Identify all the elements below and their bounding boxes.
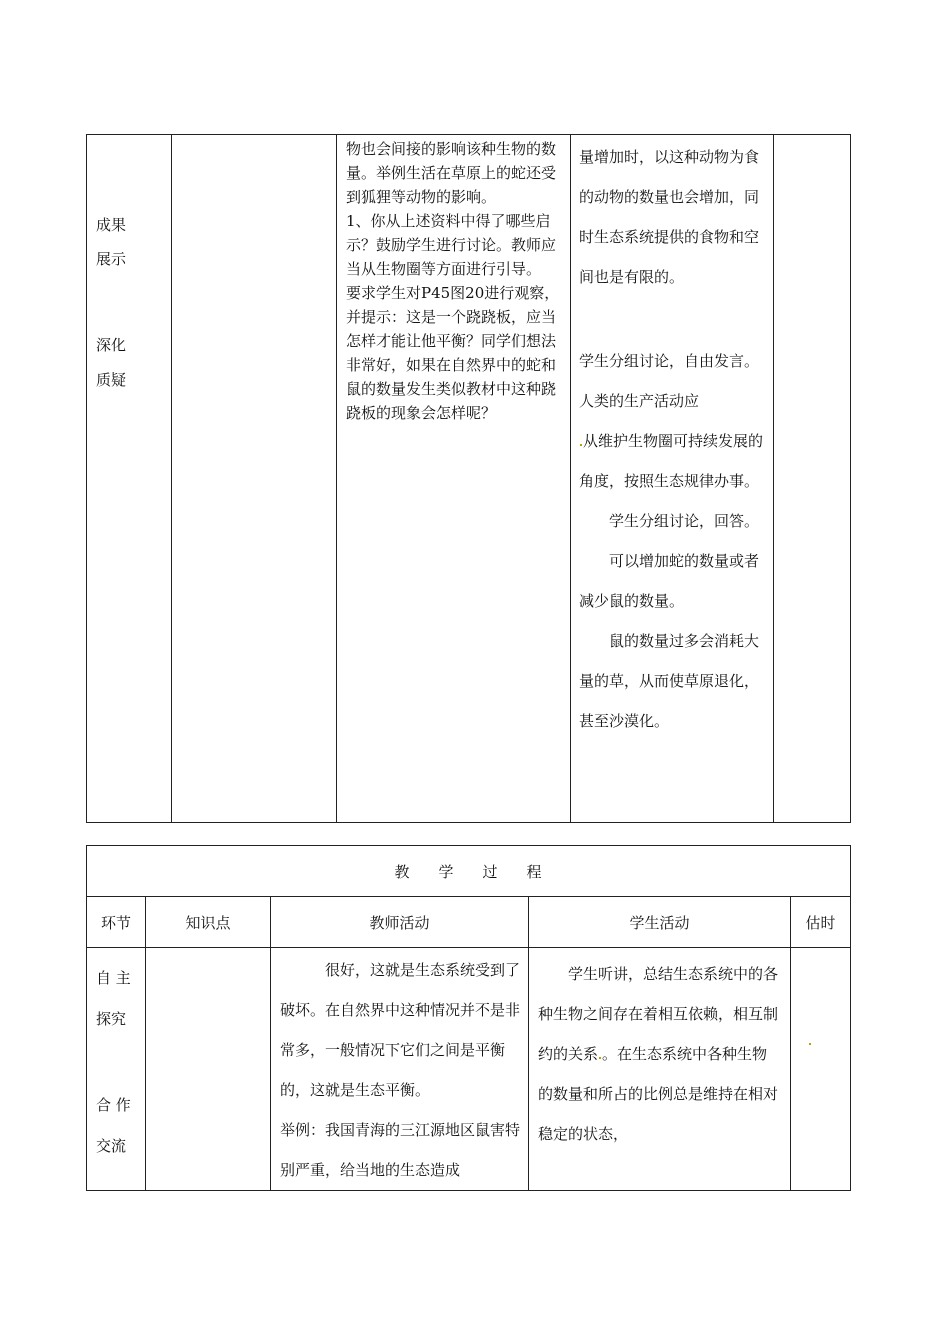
stage-cell (87, 948, 146, 1191)
table-row (87, 948, 851, 1191)
dot-mark (599, 1057, 601, 1059)
title-char: 教 (394, 862, 411, 881)
stage-label: 自 主 (96, 969, 131, 987)
stage-label: 探究 (96, 1010, 127, 1028)
student-paragraph (538, 954, 782, 1154)
lesson-table (86, 845, 851, 1191)
table-title-row (87, 846, 851, 897)
knowledge-cell (172, 135, 337, 823)
table-row (87, 135, 851, 823)
stage-label: 合 作 (96, 1096, 131, 1114)
stage-label: 质疑 (96, 371, 127, 389)
header-teacher: 教师活动 (271, 897, 529, 948)
stage-label: 展示 (96, 250, 127, 268)
header-stage: 环节 (87, 897, 146, 948)
header-student: 学生活动 (529, 897, 791, 948)
teacher-paragraph: 物也会间接的影响该种生物的数量。举例生活在草原上的蛇还受到狐狸等动物的影响。 (346, 140, 557, 206)
dot-mark (580, 444, 582, 446)
knowledge-cell (146, 948, 271, 1191)
table-title (87, 846, 851, 897)
student-text: 。在生态系统中各种生物的数量和所占的比例总是维持在相对稳定的状态， (538, 1045, 779, 1143)
student-paragraph (579, 341, 769, 501)
teacher-paragraph: 很好，这就是生态系统受到了破坏。在自然界中这种情况并不是非常多，一般情况下它们之间是平衡的，这就是生态平衡。 (280, 961, 521, 1099)
time-cell (774, 135, 851, 823)
teacher-paragraph: 要求学生对P45图20进行观察，并提示：这是一个跷跷板，应当怎样才能让他平衡？同学们想法非常好，如果在自然界中的蛇和鼠的数量发生类似教材中这种跷跷板的现象会怎样呢？ (346, 284, 560, 422)
student-text: 学生听讲，总结生态系统中的各种生物之间存在着相互依赖，相互制约的关系 (538, 965, 779, 1063)
header-time: 估时 (791, 897, 851, 948)
teacher-activity-cell (337, 135, 571, 823)
student-text: 学生分组讨论，自由发言。人类的生产活动应 (579, 352, 760, 410)
student-paragraph: 学生分组讨论，回答。 (609, 512, 760, 530)
teacher-paragraph: 举例：我国青海的三江源地区鼠害特别严重，给当地的生态造成 (280, 1121, 521, 1179)
time-cell (791, 948, 851, 1191)
student-activity-cell (571, 135, 774, 823)
stage-cell (87, 135, 172, 823)
stage-label: 成果 (96, 216, 127, 234)
teacher-paragraph: 1、你从上述资料中得了哪些启示？鼓励学生进行讨论。教师应当从生物圈等方面进行引导。 (346, 212, 557, 278)
title-char: 学 (438, 862, 455, 881)
student-activity-cell (529, 948, 791, 1191)
dot-mark (809, 1043, 811, 1045)
teacher-activity-cell (271, 948, 529, 1191)
title-char: 过 (482, 862, 499, 881)
lesson-table-continued (86, 134, 851, 823)
student-text: 从维护生物圈可持续发展的角度，按照生态规律办事。 (579, 432, 764, 490)
stage-label: 交流 (96, 1137, 127, 1155)
student-paragraph: 可以增加蛇的数量或者减少鼠的数量。 (579, 552, 760, 610)
student-paragraph: 量增加时，以这种动物为食的动物的数量也会增加，同时生态系统提供的食物和空间也是有限的。 (579, 148, 760, 286)
student-paragraph: 鼠的数量过多会消耗大量的草，从而使草原退化，甚至沙漠化。 (579, 632, 760, 730)
title-char: 程 (526, 862, 543, 881)
table-header-row (87, 897, 851, 948)
stage-label: 深化 (96, 336, 127, 354)
header-knowledge: 知识点 (146, 897, 271, 948)
